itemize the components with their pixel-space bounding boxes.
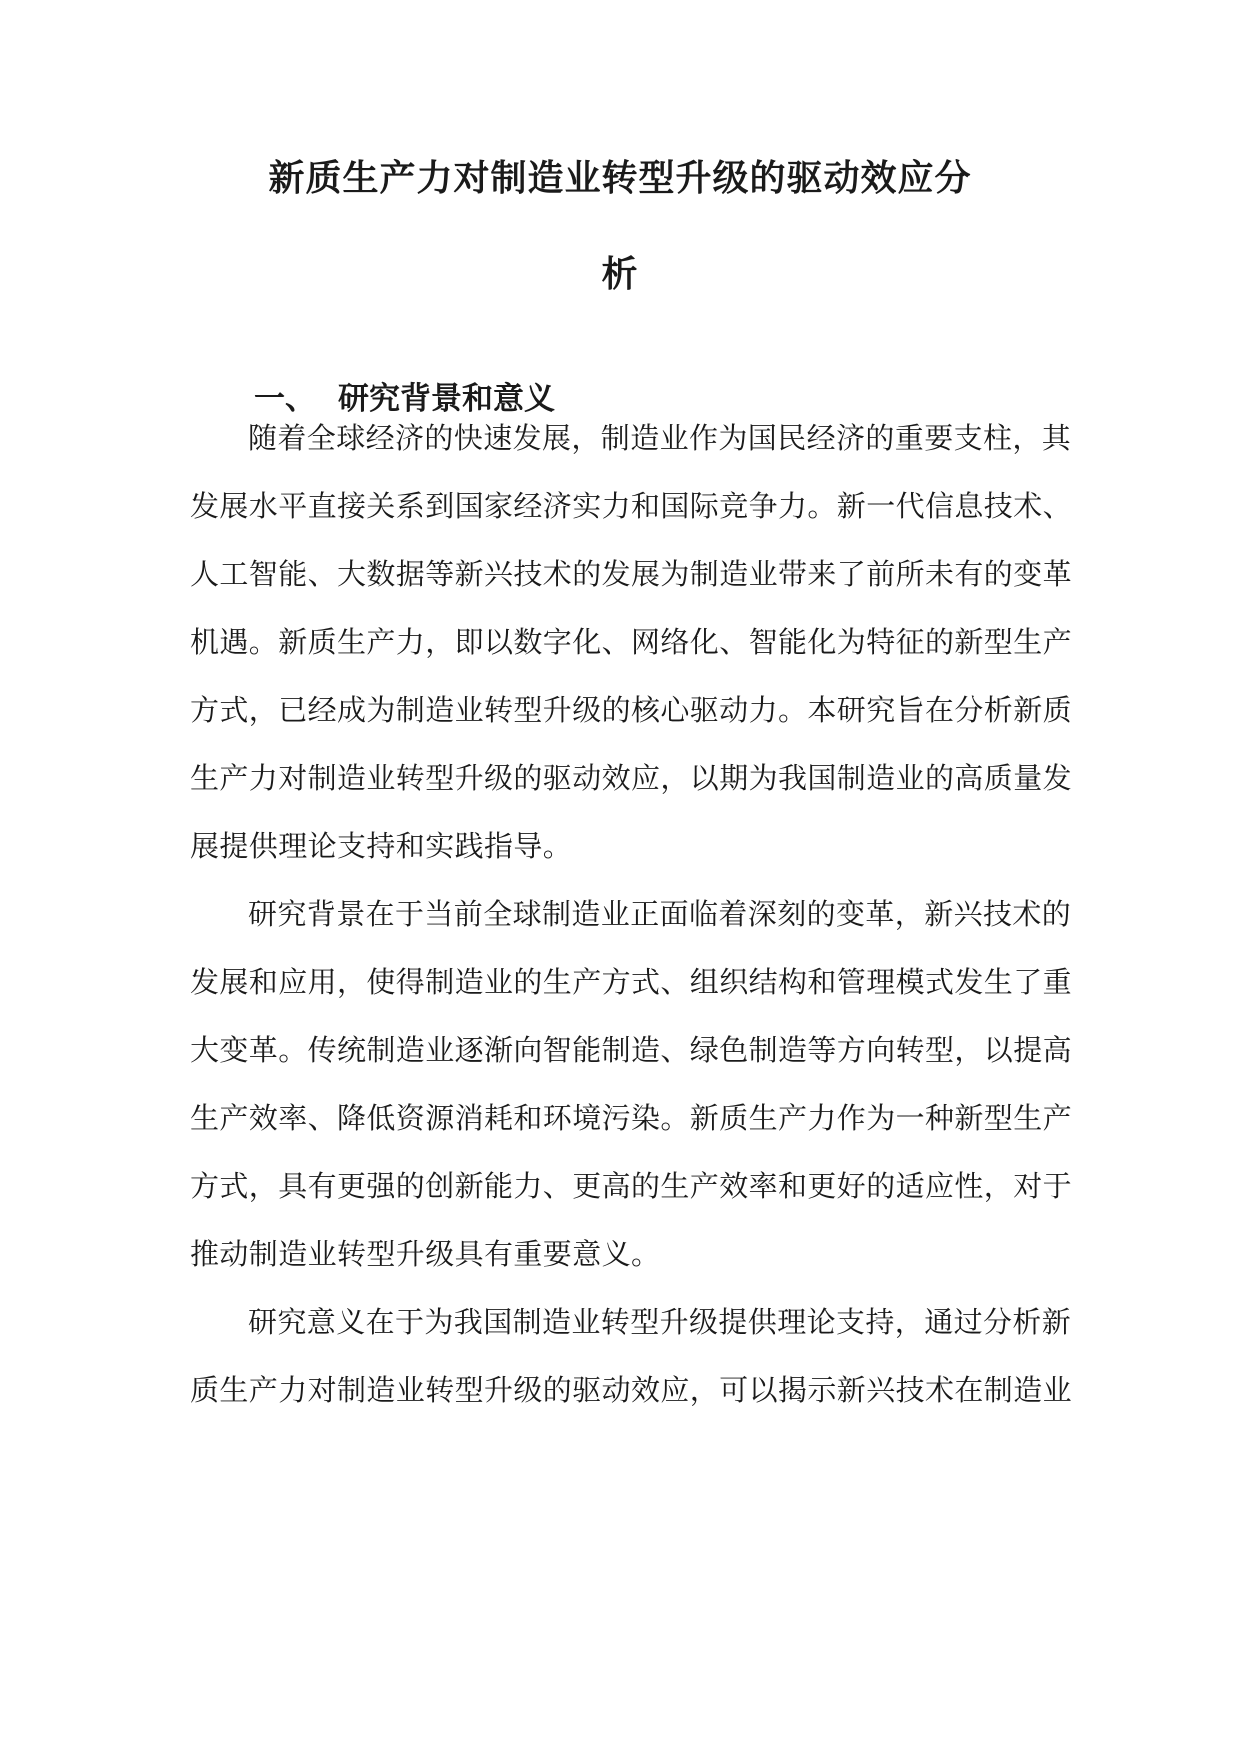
paragraph-line: 机遇。新质生产力，即以数字化、网络化、智能化为特征的新型生产 — [190, 625, 1073, 659]
section-number: 一、 — [254, 381, 316, 417]
section-heading — [254, 378, 555, 420]
paragraph-line: 发展和应用，使得制造业的生产方式、组织结构和管理模式发生了重 — [190, 965, 1073, 999]
paragraph-line: 大变革。传统制造业逐渐向智能制造、绿色制造等方向转型，以提高 — [190, 1033, 1073, 1067]
document-title-line-1: 新质生产力对制造业转型升级的驱动效应分 — [268, 157, 972, 199]
paragraph-line: 方式，具有更强的创新能力、更高的生产效率和更好的适应性，对于 — [190, 1169, 1073, 1203]
paragraph-line: 展提供理论支持和实践指导。 — [190, 829, 573, 863]
paragraph-line: 质生产力对制造业转型升级的驱动效应，可以揭示新兴技术在制造业 — [190, 1373, 1073, 1407]
paragraph-line: 生产力对制造业转型升级的驱动效应，以期为我国制造业的高质量发 — [190, 761, 1073, 795]
paragraph-line: 研究意义在于为我国制造业转型升级提供理论支持，通过分析新 — [248, 1305, 1072, 1339]
paragraph-line: 人工智能、大数据等新兴技术的发展为制造业带来了前所未有的变革 — [190, 557, 1073, 591]
paragraph-line: 研究背景在于当前全球制造业正面临着深刻的变革，新兴技术的 — [248, 897, 1072, 931]
paragraph-line: 推动制造业转型升级具有重要意义。 — [190, 1237, 661, 1271]
section-title: 研究背景和意义 — [338, 381, 555, 417]
paragraph-line: 生产效率、降低资源消耗和环境污染。新质生产力作为一种新型生产 — [190, 1101, 1073, 1135]
document-title-line-2: 析 — [601, 253, 639, 295]
paragraph-line: 随着全球经济的快速发展，制造业作为国民经济的重要支柱，其 — [248, 421, 1072, 455]
paragraph-line: 发展水平直接关系到国家经济实力和国际竞争力。新一代信息技术、 — [190, 489, 1073, 523]
paragraph-line: 方式，已经成为制造业转型升级的核心驱动力。本研究旨在分析新质 — [190, 693, 1073, 727]
